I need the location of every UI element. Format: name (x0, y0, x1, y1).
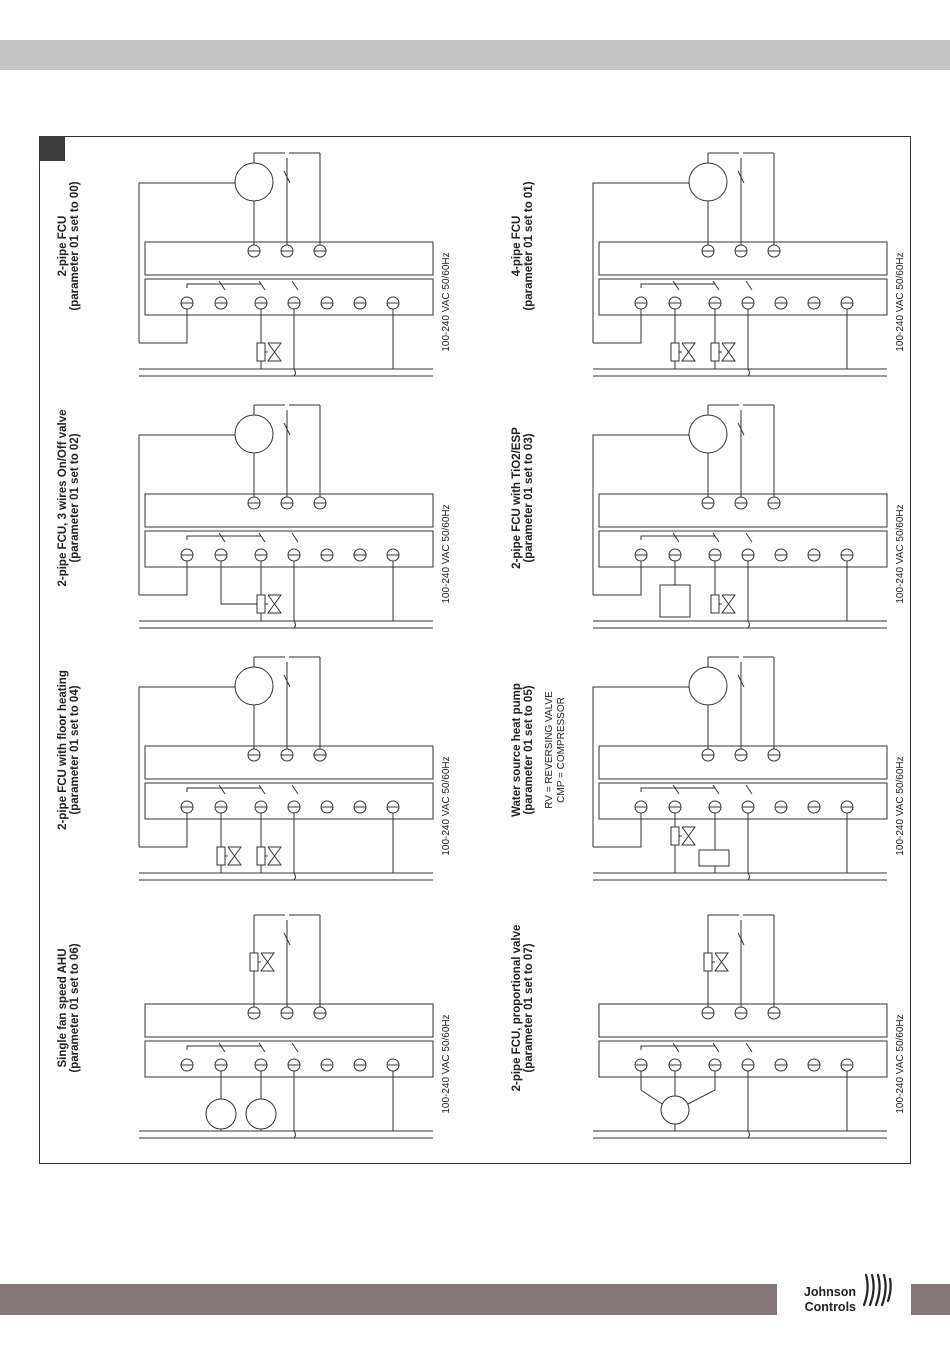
valve-body-icon (268, 343, 281, 361)
diagram-title: Single fan speed AHU (57, 948, 69, 1068)
logo-text (790, 1285, 856, 1315)
diagram-parameter: (parameter 01 set to 07) (523, 943, 535, 1073)
diagram-ahu (57, 915, 452, 1138)
wire-crossing (294, 873, 296, 880)
diagram-title: 2-pipe FCU with floor heating (57, 670, 69, 830)
valve-coil-icon (257, 595, 265, 613)
diagram-title: 2-pipe FCU, 3 wires On/Off valve (57, 409, 69, 587)
fan-motor-icon (661, 1096, 689, 1124)
diagram-floor (57, 657, 452, 880)
valve-coil-icon (257, 847, 265, 865)
voltage-label: 100-240 VAC 50/60Hz (895, 504, 906, 604)
diagram-2pipe (57, 153, 452, 376)
fan-motor-icon (235, 415, 273, 453)
valve-coil-icon (257, 343, 265, 361)
diagram-parameter: (parameter 01 set to 01) (523, 181, 535, 311)
valve-coil-icon (711, 595, 719, 613)
diagram-title: 2-pipe FCU (57, 215, 69, 277)
wire-crossing (294, 1131, 296, 1138)
voltage-label: 100-240 VAC 50/60Hz (441, 252, 452, 352)
valve-body-icon (228, 847, 241, 865)
valve-body-icon (268, 847, 281, 865)
fan-motor-icon (689, 667, 727, 705)
diagram-title: 2-pipe FCU, proportional valve (511, 924, 523, 1092)
fan-motor-icon (689, 163, 727, 201)
legend-note: RV = REVERSING VALVE (544, 691, 555, 809)
diagram-parameter: (parameter 01 set to 02) (69, 433, 81, 563)
diagram-parameter: (parameter 01 set to 05) (523, 685, 535, 815)
compressor-box (699, 850, 729, 866)
valve-coil-icon (671, 827, 679, 845)
diagram-parameter: (parameter 01 set to 04) (69, 685, 81, 815)
voltage-label: 100-240 VAC 50/60Hz (441, 1014, 452, 1114)
fan-motor-icon (206, 1099, 236, 1129)
diagram-parameter: (parameter 01 set to 00) (69, 181, 81, 311)
wire-crossing (748, 369, 750, 376)
wire-crossing (748, 621, 750, 628)
valve-body-icon (722, 343, 735, 361)
voltage-label: 100-240 VAC 50/60Hz (441, 756, 452, 856)
diagram-title: 4-pipe FCU (511, 215, 523, 277)
diagram-4pipe (511, 153, 906, 376)
diagram-parameter: (parameter 01 set to 06) (69, 943, 81, 1073)
voltage-label: 100-240 VAC 50/60Hz (895, 252, 906, 352)
diagram-3wire (57, 405, 452, 628)
footer-band (0, 1284, 777, 1315)
valve-body-icon (682, 343, 695, 361)
johnson-controls-logo (790, 1271, 905, 1321)
logo-line-2: Controls (804, 1300, 856, 1314)
valve-body-icon (682, 827, 695, 845)
valve-coil-icon (217, 847, 225, 865)
valve-coil-icon (671, 343, 679, 361)
valve-body-icon (268, 595, 281, 613)
valve-body-icon (715, 953, 728, 971)
valve-coil-icon (711, 343, 719, 361)
wire-crossing (294, 369, 296, 376)
tio2-esp-module (660, 585, 690, 617)
diagram-tio2 (511, 405, 906, 628)
wire-crossing (748, 873, 750, 880)
valve-body-icon (261, 953, 274, 971)
logo-mark-icon (860, 1271, 894, 1309)
fan-motor-icon (235, 667, 273, 705)
voltage-label: 100-240 VAC 50/60Hz (895, 1014, 906, 1114)
wire-crossing (294, 621, 296, 628)
valve-coil-icon (704, 953, 712, 971)
voltage-label: 100-240 VAC 50/60Hz (441, 504, 452, 604)
diagram-prop (511, 915, 906, 1138)
wire-crossing (748, 1131, 750, 1138)
fan-motor-icon (235, 163, 273, 201)
valve-body-icon (722, 595, 735, 613)
voltage-label: 100-240 VAC 50/60Hz (895, 756, 906, 856)
fan-motor-icon (689, 415, 727, 453)
diagram-heatpump (511, 657, 906, 880)
fan-motor-icon (246, 1099, 276, 1129)
diagram-parameter: (parameter 01 set to 03) (523, 433, 535, 563)
diagram-title: Water source heat pump (511, 683, 523, 817)
diagram-title: 2-pipe FCU with TiO2/ESP (511, 427, 523, 569)
legend-note: CMP = COMPRESSOR (556, 697, 567, 803)
valve-coil-icon (250, 953, 258, 971)
logo-line-1: Johnson (803, 1285, 856, 1299)
footer-band-right (911, 1284, 950, 1315)
